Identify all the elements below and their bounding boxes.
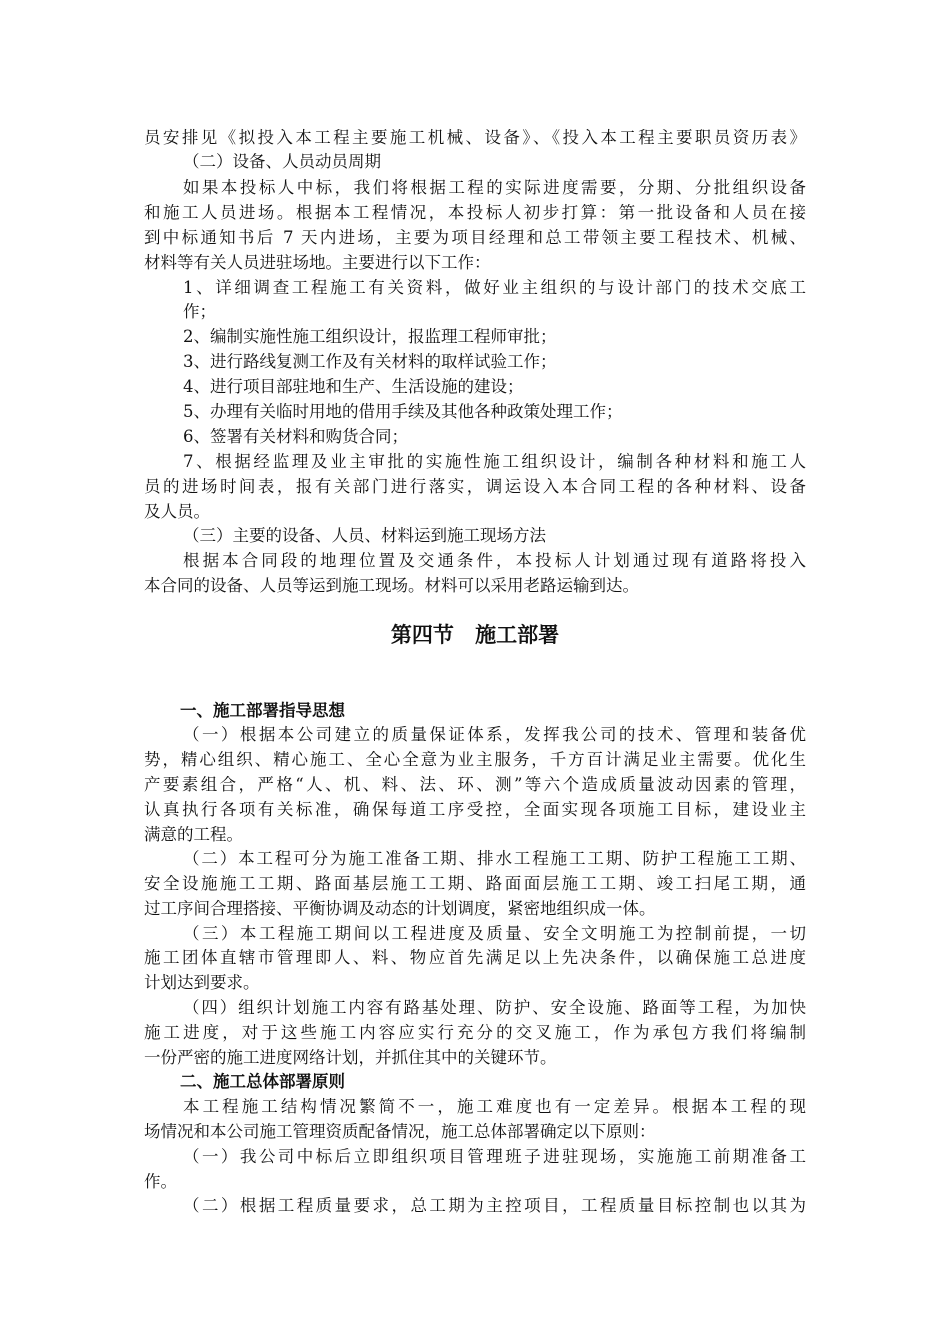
- paragraph-line: （二）本工程可分为施工准备工期、排水工程施工工期、防护工程施工工期、: [183, 849, 806, 868]
- list-item: 6、签署有关材料和购货合同；: [183, 427, 408, 446]
- section-subheading: 二、施工总体部署原则: [180, 1072, 345, 1091]
- paragraph-line: 势，精心组织、精心施工、全心全意为业主服务，千方百计满足业主需要。优化生: [144, 750, 806, 769]
- list-item: 7、根据经监理及业主审批的实施性施工组织设计，编制各种材料和施工人: [183, 452, 806, 471]
- paragraph-line: （一）我公司中标后立即组织项目管理班子进驻现场，实施施工前期准备工: [183, 1147, 806, 1166]
- paragraph-line: 员安排见《拟投入本工程主要施工机械、设备》、《投入本工程主要职员资历表》: [144, 128, 806, 147]
- paragraph-line: 本工程施工结构情况繁简不一，施工难度也有一定差异。根据本工程的现: [183, 1097, 806, 1116]
- list-item-continuation: 作；: [183, 302, 216, 321]
- paragraph-line: 本合同的设备、人员等运到施工现场。材料可以采用老路运输到达。: [144, 576, 639, 595]
- paragraph-line: 一份严密的施工进度网络计划，并抓住其中的关键环节。: [144, 1048, 557, 1067]
- paragraph-line: 认真执行各项有关标准，确保每道工序受控，全面实现各项施工目标，建设业主: [144, 800, 806, 819]
- paragraph-line: 施工进度，对于这些施工内容应实行充分的交叉施工，作为承包方我们将编制: [144, 1023, 806, 1042]
- list-item: 3、进行路线复测工作及有关材料的取样试验工作；: [183, 352, 557, 371]
- paragraph-line: （二）根据工程质量要求，总工期为主控项目，工程质量目标控制也以其为: [183, 1196, 806, 1215]
- paragraph-line: 材料等有关人员进驻场地。主要进行以下工作：: [144, 253, 491, 272]
- paragraph-line: 作。: [144, 1172, 177, 1191]
- paragraph-line: 根据本合同段的地理位置及交通条件，本投标人计划通过现有道路将投入: [183, 551, 806, 570]
- paragraph-line: 和施工人员进场。根据本工程情况，本投标人初步打算：第一批设备和人员在接: [144, 203, 806, 222]
- paragraph-line: 施工团体直辖市管理即人、料、物应首先满足以上先决条件，以确保施工总进度: [144, 948, 806, 967]
- subsection-heading: （三）主要的设备、人员、材料运到施工现场方法: [183, 526, 546, 545]
- list-item: 2、编制实施性施工组织设计，报监理工程师审批；: [183, 327, 557, 346]
- list-item-continuation: 员的进场时间表，报有关部门进行落实，调运设入本合同工程的各种材料、设备: [144, 477, 806, 496]
- paragraph-line: 过工序间合理搭接、平衡协调及动态的计划调度，紧密地组织成一体。: [144, 899, 656, 918]
- section-subheading: 一、施工部署指导思想: [180, 701, 345, 720]
- list-item: 5、办理有关临时用地的借用手续及其他各种政策处理工作；: [183, 402, 623, 421]
- paragraph-line: （四）组织计划施工内容有路基处理、防护、安全设施、路面等工程，为加快: [183, 998, 806, 1017]
- paragraph-line: （三）本工程施工期间以工程进度及质量、安全文明施工为控制前提，一切: [183, 924, 806, 943]
- paragraph-line: 到中标通知书后 7 天内进场，主要为项目经理和总工带领主要工程技术、机械、: [144, 228, 806, 247]
- paragraph-line: 场情况和本公司施工管理资质配备情况，施工总体部署确定以下原则：: [144, 1122, 656, 1141]
- paragraph-line: 满意的工程。: [144, 825, 243, 844]
- list-item: 4、进行项目部驻地和生产、生活设施的建设；: [183, 377, 524, 396]
- list-item-continuation: 及人员。: [144, 502, 210, 521]
- paragraph-line: 安全设施施工工期、路面基层施工工期、路面面层施工工期、竣工扫尾工期，通: [144, 874, 806, 893]
- list-item: 1、详细调查工程施工有关资料，做好业主组织的与设计部门的技术交底工: [183, 278, 806, 297]
- paragraph-line: （一）根据本公司建立的质量保证体系，发挥我公司的技术、管理和装备优: [183, 725, 806, 744]
- paragraph-line: 计划达到要求。: [144, 973, 260, 992]
- subsection-heading: （二）设备、人员动员周期: [183, 152, 381, 171]
- paragraph-line: 如果本投标人中标，我们将根据工程的实际进度需要，分期、分批组织设备: [183, 178, 806, 197]
- section-title: 第四节 施工部署: [390, 623, 560, 647]
- paragraph-line: 产要素组合，严格“人、机、料、法、环、测”等六个造成质量波动因素的管理，: [144, 775, 806, 794]
